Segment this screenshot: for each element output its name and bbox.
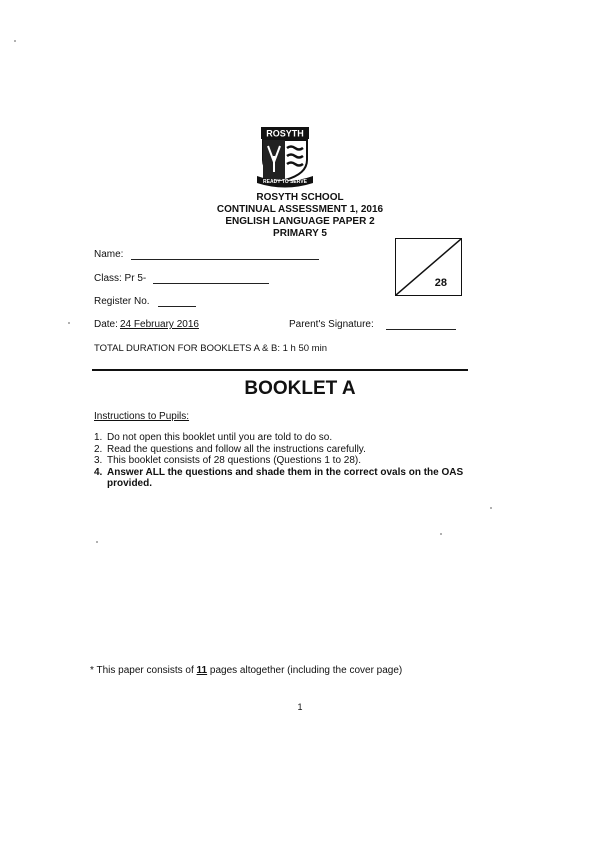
instruction-text: Do not open this booklet until you are told to do so.	[107, 432, 333, 443]
scan-speck	[14, 40, 16, 42]
scan-speck	[68, 322, 70, 324]
instruction-number: 1.	[94, 432, 103, 443]
booklet-title: BOOKLET A	[244, 378, 356, 399]
instruction-item	[94, 455, 474, 467]
instruction-text: Answer ALL the questions and shade them in the correct ovals on the OAS provided.	[107, 466, 464, 489]
page-count-value: 11	[196, 665, 208, 676]
instruction-number: 4.	[94, 466, 103, 478]
class-label: Class: Pr 5-	[94, 273, 147, 284]
date-value: 24 February 2016	[120, 319, 199, 330]
date-label: Date:	[94, 319, 118, 330]
score-box	[395, 238, 462, 296]
level-title: PRIMARY 5	[273, 228, 327, 239]
page-count-prefix: * This paper consists of	[90, 665, 197, 676]
instruction-text: This booklet consists of 28 questions (Questions 1 to 28).	[107, 455, 362, 466]
svg-text:ROSYTH: ROSYTH	[266, 128, 304, 139]
paper-title: ENGLISH LANGUAGE PAPER 2	[225, 216, 375, 227]
instruction-item	[94, 467, 474, 490]
name-line[interactable]	[131, 259, 319, 260]
instruction-text: Read the questions and follow all the instructions carefully.	[107, 443, 366, 455]
instructions-list	[94, 432, 474, 490]
total-duration: TOTAL DURATION FOR BOOKLETS A & B: 1 h 50 min	[94, 343, 327, 354]
school-crest-logo	[254, 126, 316, 188]
register-label: Register No.	[94, 296, 150, 307]
instruction-number: 3.	[94, 455, 103, 466]
score-box-diagonal	[396, 239, 461, 295]
instructions-title: Instructions to Pupils:	[94, 411, 190, 422]
instruction-item	[94, 444, 474, 456]
parent-signature-line[interactable]	[386, 329, 456, 330]
assessment-title: CONTINUAL ASSESSMENT 1, 2016	[216, 204, 384, 215]
instruction-number: 2.	[94, 443, 103, 455]
school-name: ROSYTH SCHOOL	[256, 192, 344, 203]
register-line[interactable]	[158, 306, 196, 307]
svg-text:READY TO SERVE: READY TO SERVE	[263, 179, 307, 185]
class-line[interactable]	[153, 283, 269, 284]
section-divider	[92, 369, 468, 371]
scan-speck	[96, 541, 98, 543]
page-count-suffix: pages altogether (including the cover page)	[207, 665, 403, 676]
scan-speck	[490, 507, 492, 509]
page-count-note	[90, 665, 402, 676]
parent-signature-label: Parent's Signature:	[289, 319, 374, 330]
scan-speck	[440, 533, 442, 535]
score-total: 28	[434, 277, 447, 289]
instruction-item	[94, 432, 474, 444]
page-number: 1	[297, 702, 303, 712]
name-label: Name:	[94, 249, 124, 260]
